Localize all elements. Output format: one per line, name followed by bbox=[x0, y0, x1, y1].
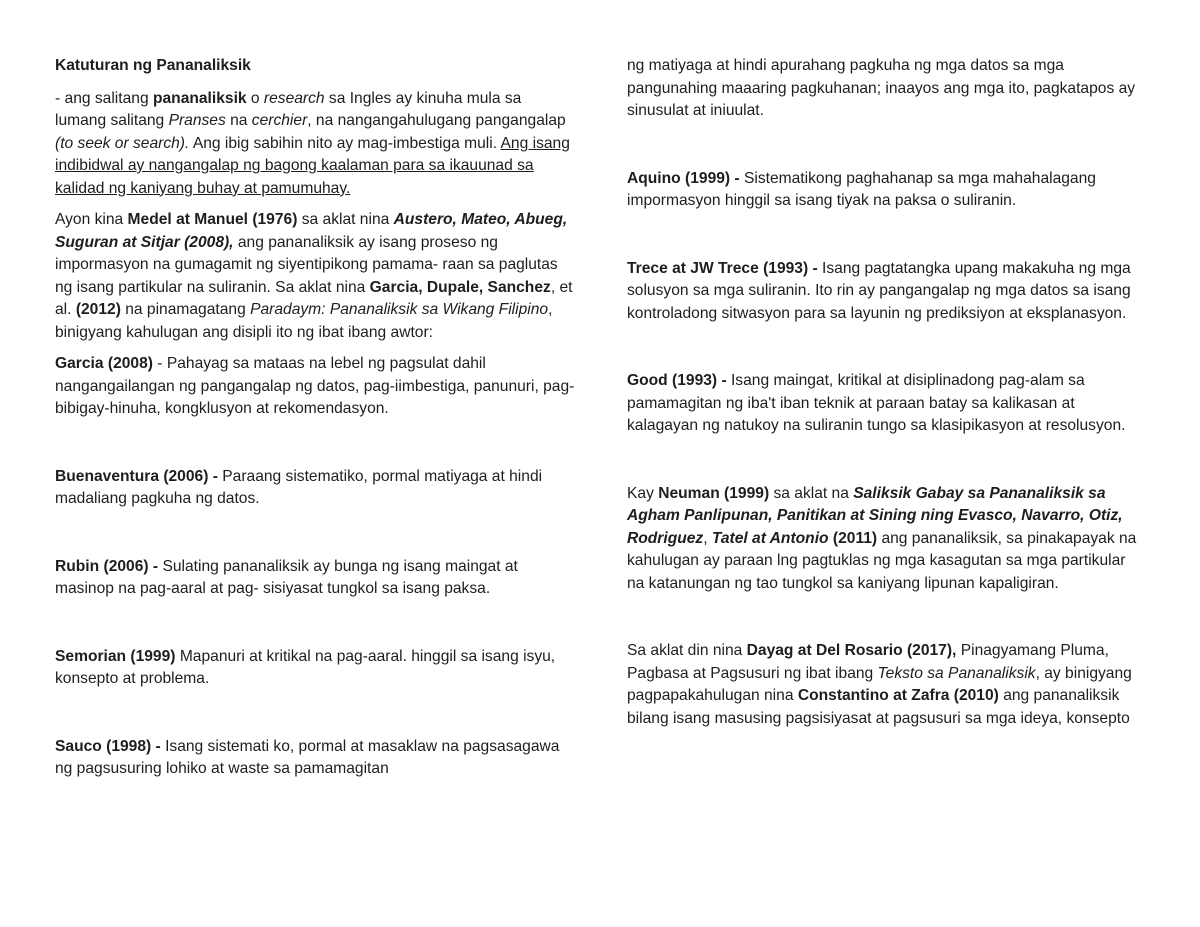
underlined-definition: Ang isang indibidwal ay nangangalap ng bagong kaalaman para sa ikauunad sa kalidad ng kaniyang buhay at pamumuhay. bbox=[55, 134, 570, 197]
page-title: Katuturan ng Pananaliksik bbox=[55, 57, 251, 74]
definition-semorian: Semorian (1999) Mapanuri at kritikal na pag-aaral. hinggil sa isang isyu, konsepto at problema. bbox=[55, 647, 556, 687]
ayon-paragraph: Ayon kina Medel at Manuel (1976) sa aklat nina Austero, Mateo, Abueg, Suguran at Sitjar (2008), ang pananaliksik ay isang proseso ng impormasyon na gumagamit ng siyentipikong pamama- raan sa paglutas ng isang partikular na suliranin. Sa aklat nina Garcia, Dupale, Sanchez, et al. (2012) na pinamagatang Paradaym: Pananaliksik sa Wikang Filipino, binigyang kahulugan ang disipli ito ng ibat ibang awtor: bbox=[55, 211, 573, 341]
intro-paragraph: - ang salitang pananaliksik o research sa Ingles ay kinuha mula sa lumang salitang Pranses na cerchier, na nangangahulugang pangangalap (to seek or search). Ang ibig sabihin nito ay mag-imbestiga muli. Ang isang indibidwal ay nangangalap ng bagong kaalaman para sa ikauunad sa kalidad ng kaniyang buhay at pamumuhay. bbox=[55, 89, 570, 197]
definition-aquino: Aquino (1999) - Sistematikong paghahanap sa mga mahahalagang impormasyon hinggil sa isang tiyak na paksa o suliranin. bbox=[627, 169, 1096, 209]
right-column bbox=[627, 55, 1147, 730]
definition-good: Good (1993) - Isang maingat, kritikal at disiplinadong pag-alam sa pamamagitan ng iba't iban teknik at paraan batay sa kalikasan at kalagayan ng natukoy na suliranin tungo sa klasipikasyon at resolusyon. bbox=[627, 372, 1126, 434]
left-column bbox=[55, 55, 575, 781]
definition-trece: Trece at JW Trece (1993) - Isang pagtatangka upang makakuha ng mga solusyon sa mga suliranin. Ito rin ay pangangalap ng mga datos sa isang kontroladong sitwasyon para sa layunin ng prediksiyon at eksplanasyon. bbox=[627, 259, 1131, 322]
definition-sauco: Sauco (1998) - Isang sistemati ko, pormal at masaklaw na pagsasagawa ng pagsusuring lohiko at waste sa pamamagitan bbox=[55, 737, 560, 777]
definition-buenaventura: Buenaventura (2006) - Paraang sistematiko, pormal matiyaga at hindi madaliang pagkuha ng datos. bbox=[55, 467, 543, 507]
definition-rubin: Rubin (2006) - Sulating pananaliksik ay bunga ng isang maingat at masinop na pag-aaral at pag- sisiyasat tungkol sa isang paksa. bbox=[55, 557, 518, 597]
definition-garcia: Garcia (2008) - Pahayag sa mataas na lebel ng pagsulat dahil nangangailangan ng pangangalap ng datos, pag-iimbestiga, panunuri, pag-bibigay-hinuha, kongklusyon at rekomendasyon. bbox=[55, 355, 575, 417]
sauco-continuation: ng matiyaga at hindi apurahang pagkuha ng mga datos sa mga pangunahing maaaring pagkuhanan; inaayos ang mga ito, pagkatapos ay sinusulat at iniuulat. bbox=[627, 57, 1136, 119]
neuman-paragraph: Kay Neuman (1999) sa aklat na Saliksik Gabay sa Pananaliksik sa Agham Panlipunan, Panitikan at Sining ning Evasco, Navarro, Otiz, Rodriguez, Tatel at Antonio (2011) ang pananaliksik, sa pinakapayak na kahulugan ay paraan lng pagtuklas ng mga kasagutan sa mga partikular na katanungan ng tao tungkol sa kaniyang lipunan kapaligiran. bbox=[627, 484, 1137, 592]
dayag-paragraph: Sa aklat din nina Dayag at Del Rosario (2017), Pinagyamang Pluma, Pagbasa at Pagsusuri ng ibat ibang Teksto sa Pananaliksik, ay binigyang pagpapakahulugan nina Constantino at Zafra (2010) ang pananaliksik bilang isang masusing pagsisiyasat at pagsusuri sa mga ideya, konsepto bbox=[627, 642, 1132, 727]
